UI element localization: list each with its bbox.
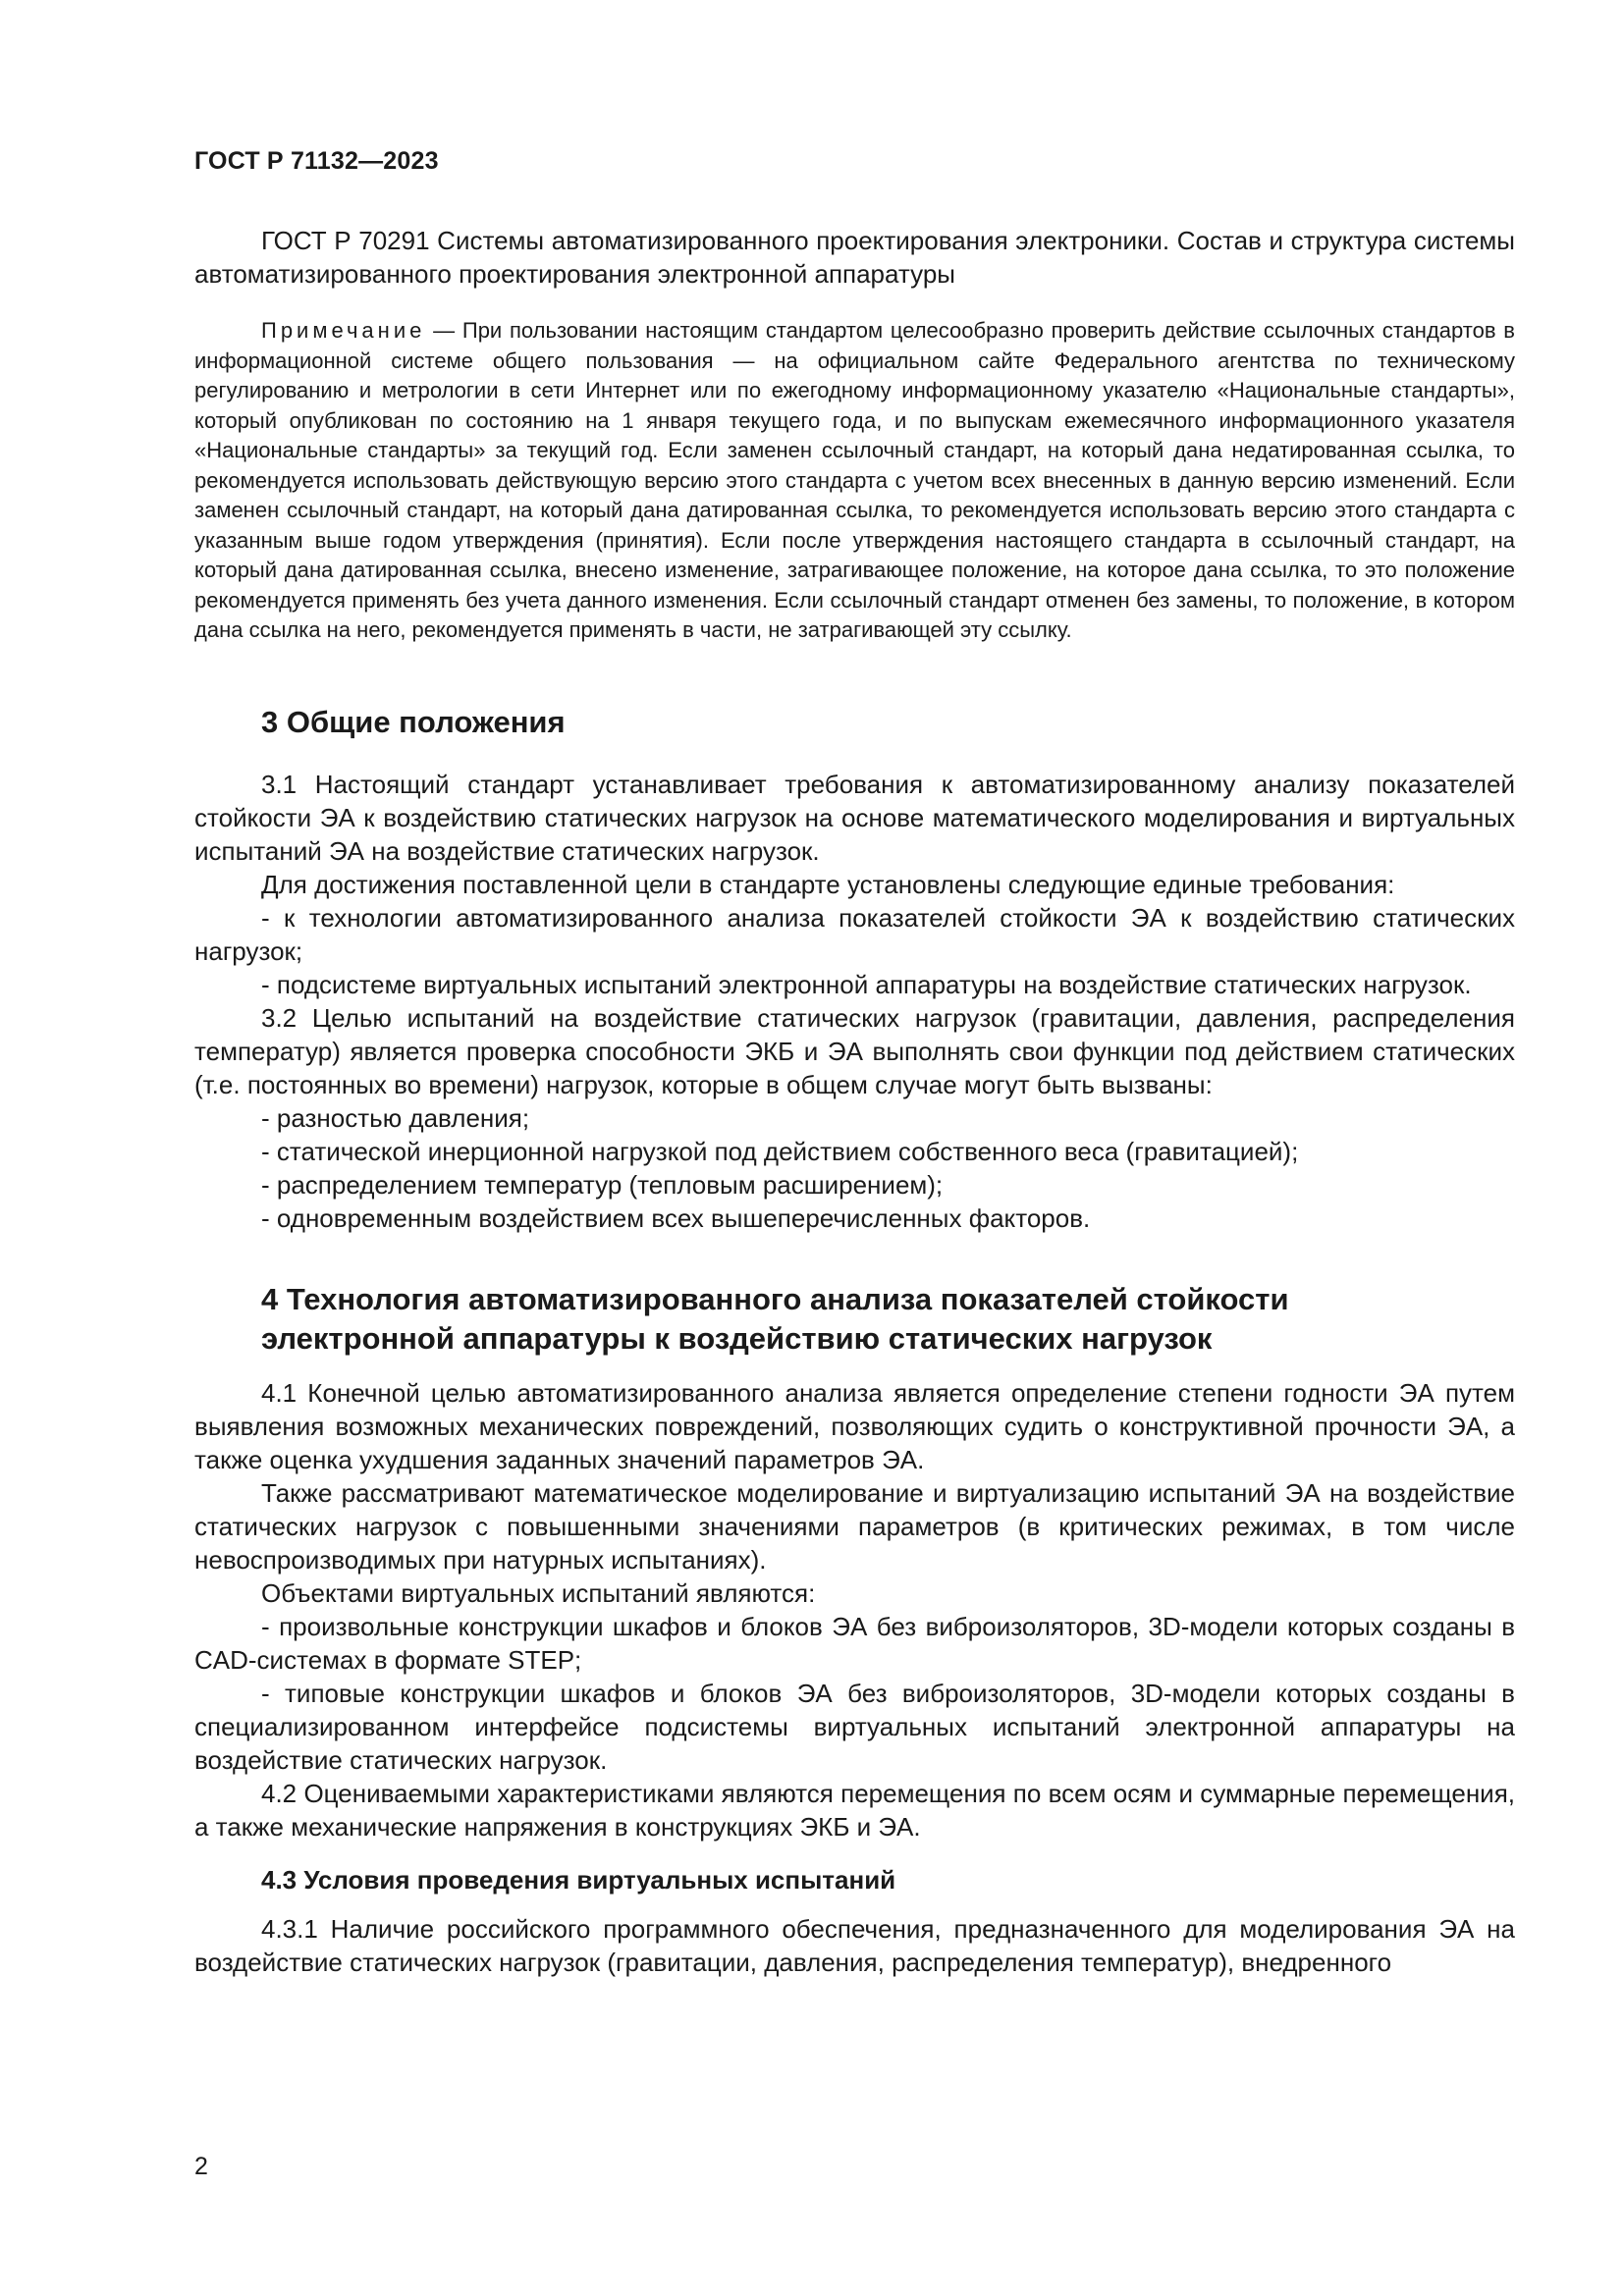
paragraph-4-3-1: 4.3.1 Наличие российского программного обеспечения, предназначенного для моделирования ЭА на воздействие статических нагрузок (гравитации, давления, распределения температур), внедренного [194, 1913, 1515, 1977]
section-4-heading [261, 1280, 1515, 1359]
paragraph-4-1: 4.1 Конечной целью автоматизированного анализа является определение степени годности ЭА путем выявления возможных механических повреждений, позволяющих судить о конструктивной прочности ЭА, а также оценка ухудшения заданных значений параметров ЭА. [194, 1377, 1515, 1474]
paragraph-modeling: Также рассматривают математическое моделирование и виртуализацию испытаний ЭА на воздействие статических нагрузок с повышенными значениями параметров (в критических режимах, в том числе невоспроизводимых при натурных испытаниях). [194, 1477, 1515, 1575]
normative-reference: ГОСТ Р 70291 Системы автоматизированного проектирования электроники. Состав и структура системы автоматизированного проектирования электронной аппаратуры [194, 226, 1515, 289]
cause-item: - распределением температур (тепловым расширением); [261, 1169, 944, 1200]
requirement-item: - подсистеме виртуальных испытаний электронной аппаратуры на воздействие статических нагрузок. [261, 969, 1472, 999]
section-3-heading: 3 Общие положения [261, 704, 566, 739]
section-4-heading-line-2: электронной аппаратуры к воздействию статических нагрузок [261, 1320, 1213, 1356]
note-text: — При пользовании настоящим стандартом целесообразно проверить действие ссылочных стандартов в информационной системе общего пользования — на официальном сайте Федерального агентства по техническому регулированию и метрологии в сети Интернет или по ежегодному информационному указателю «Национальные стандарты», который опубликован по состоянию на 1 января текущего года, и по выпускам ежемесячного информационного указателя «Национальные стандарты» за текущий год. Если заменен ссылочный стандарт, на который дана недатированная ссылка, то рекомендуется использовать действующую версию этого стандарта с учетом всех внесенных в данную версию изменений. Если заменен ссылочный стандарт, на который дана датированная ссылка, то рекомендуется использовать версию этого стандарта с указанным выше годом утверждения (принятия). Если после утверждения настоящего стандарта в ссылочный стандарт, на который дана датированная ссылка, внесено изменение, затрагивающее положение, на которое дана ссылка, то это положение рекомендуется применять без учета данного изменения. Если ссылочный стандарт отменен без замены, то положение, в котором дана ссылка на него, рекомендуется применять в части, не затрагивающей эту ссылку. [194, 318, 1515, 642]
section-4-heading-line-1: 4 Технология автоматизированного анализа показателей стойкости [261, 1281, 1289, 1316]
document-body [194, 224, 1515, 1979]
paragraph-requirements-intro: Для достижения поставленной цели в стандарте установлены следующие единые требования: [261, 869, 1395, 899]
subsection-4-3-heading: 4.3 Условия проведения виртуальных испытаний [261, 1864, 896, 1895]
document-page [194, 0, 1515, 2296]
requirement-item: - к технологии автоматизированного анализа показателей стойкости ЭА к воздействию статических нагрузок; [194, 902, 1515, 966]
paragraph-test-objects: Объектами виртуальных испытаний являются: [261, 1577, 816, 1608]
test-object-item: - типовые конструкции шкафов и блоков ЭА без виброизоляторов, 3D-модели которых созданы в специализированном интерфейсе подсистемы виртуальных испытаний электронной аппаратуры на воздействие статических нагрузок. [194, 1678, 1515, 1775]
cause-item: - разностью давления; [261, 1102, 530, 1133]
test-object-item: - произвольные конструкции шкафов и блоков ЭА без виброизоляторов, 3D-модели которых созданы в CAD-системах в формате STEP; [194, 1611, 1515, 1675]
note-label: Примечание [261, 318, 426, 343]
document-header: ГОСТ Р 71132—2023 [194, 147, 439, 175]
note-paragraph [194, 316, 1515, 646]
paragraph-3-1: 3.1 Настоящий стандарт устанавливает требования к автоматизированному анализу показателей стойкости ЭА к воздействию статических нагрузок на основе математического моделирования и виртуальных испытаний ЭА на воздействие статических нагрузок. [194, 769, 1515, 866]
cause-item: - одновременным воздействием всех вышеперечисленных факторов. [261, 1202, 1091, 1233]
paragraph-4-2: 4.2 Оцениваемыми характеристиками являются перемещения по всем осям и суммарные перемещения, а также механические напряжения в конструкциях ЭКБ и ЭА. [194, 1778, 1515, 1842]
cause-item: - статической инерционной нагрузкой под действием собственного веса (гравитацией); [261, 1136, 1299, 1166]
paragraph-3-2: 3.2 Целью испытаний на воздействие статических нагрузок (гравитации, давления, распределения температур) является проверка способности ЭКБ и ЭА выполнять свои функции под действием статических (т.е. постоянных во времени) нагрузок, которые в общем случае могут быть вызваны: [194, 1002, 1515, 1099]
page-number: 2 [194, 2153, 208, 2180]
